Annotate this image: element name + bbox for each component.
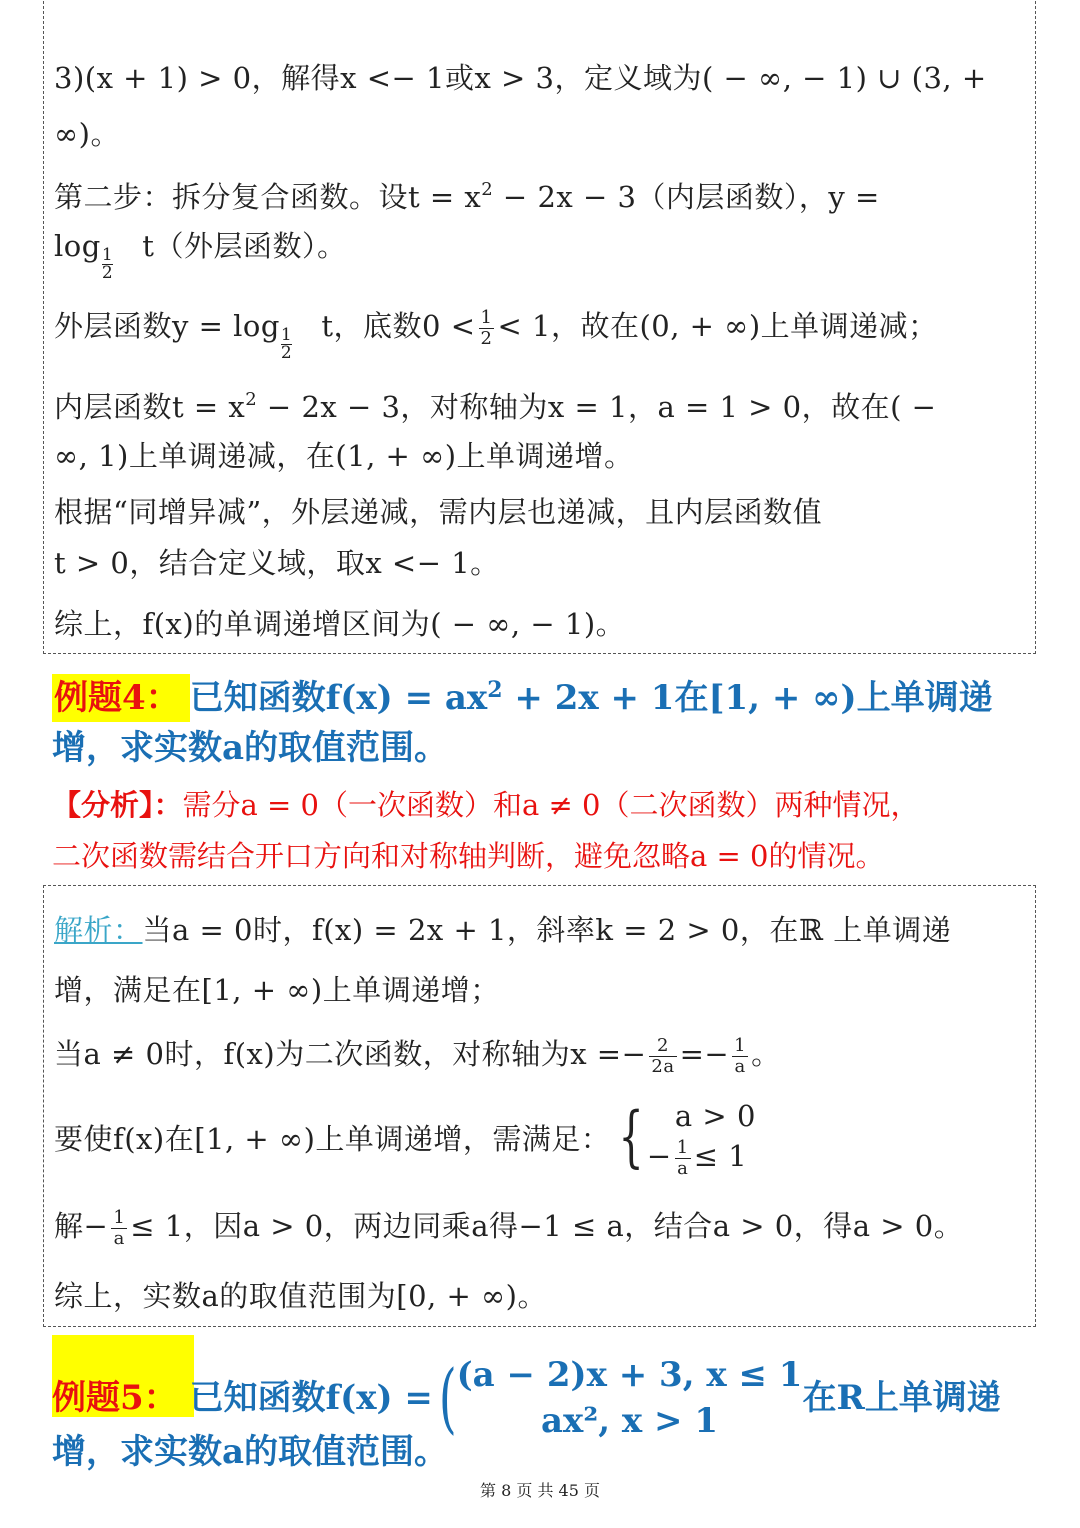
case-system: a > 0 − $\frac{1}{a}$ ≤ 1 [646, 1099, 756, 1179]
example-4-heading: 例题4： 已知函数$f(x) = ax^2 + 2x + 1$在[1, + ∞)上单调递 [52, 666, 993, 722]
fraction: $\frac{1}{a}$ [676, 1136, 689, 1179]
fraction: $\frac{1}{a}$ [113, 1206, 126, 1249]
text-line: 3)(x + 1) > 0，解得x <− 1或x > 3，定义域为( − ∞, − 1) ∪ (3, + [54, 61, 987, 95]
text-line: 根据“同增异减”，外层递减，需内层也递减，且内层函数值 [54, 495, 823, 529]
example-5-heading: 例题5： 已知函数f(x) =( (a − 2)x + 3, x ≤ 1 ax², x > 1 在R上单调递 [52, 1353, 1001, 1442]
example-tag: 例题4： [52, 674, 190, 722]
text-line: 内层函数$t = x^2 - 2x - 3$，对称轴为x = 1，a = 1 > 0，故在( − [54, 389, 937, 424]
brace: ( [438, 1353, 457, 1442]
text-line: 增，满足在[1, + ∞)上单调递增； [54, 973, 500, 1007]
fraction: $\frac{1}{2}$ [280, 325, 293, 363]
example-tag: 例题5： [52, 1378, 178, 1418]
text-line: 解− $\frac{1}{a}$ ≤ 1，因a > 0，两边同乘a得−1 ≤ a，结合a > 0，得a > 0。 [54, 1206, 964, 1249]
analysis-line: 【分析】：需分a = 0（一次函数）和a ≠ 0（二次函数）两种情况， [52, 788, 920, 822]
text-line: 外层函数y = log $\frac{1}{2}$ t，底数0 < $\frac{1}{2}$ < 1，故在(0, + ∞)上单调递减； [54, 306, 938, 363]
text-line: t > 0，结合定义域，取x <− 1。 [54, 546, 500, 580]
case-system: (a − 2)x + 3, x ≤ 1 ax², x > 1 [456, 1355, 803, 1441]
fraction: $\frac{2}{2a}$ [651, 1034, 675, 1077]
text-line: 综上，实数a的取值范围为[0, + ∞)。 [54, 1279, 547, 1313]
text-line: 解析：当a = 0时，f(x) = 2x + 1，斜率k = 2 > 0，在ℝ 上单调递 [54, 913, 952, 947]
page-footer: 第 8 页 共 45 页 [480, 1481, 600, 1500]
example-5-heading-cont: 增，求实数a的取值范围。 [52, 1432, 449, 1472]
fraction: $\frac{1}{2}$ [480, 306, 493, 349]
fraction: $\frac{1}{2}$ [101, 245, 114, 283]
text-line: ∞, 1)上单调递减，在(1, + ∞)上单调递增。 [54, 439, 634, 473]
text-line: 第二步：拆分复合函数。设$t = x^2 - 2x - 3$（内层函数），y = [54, 179, 880, 214]
example-4-heading-cont: 增，求实数a的取值范围。 [52, 728, 449, 768]
fraction: $\frac{1}{a}$ [734, 1034, 747, 1077]
text-line: log $\frac{1}{2} t$（外层函数）。 [54, 229, 347, 283]
brace: { [618, 1098, 645, 1176]
text-line: 综上，f(x)的单调递增区间为( − ∞, − 1)。 [54, 607, 626, 641]
solution-label: 解析： [54, 913, 143, 947]
text-line: 要使f(x)在[1, + ∞)上单调递增，需满足： { a > 0 − $\frac{1}{a}$ ≤ 1 [54, 1096, 756, 1179]
analysis-label: 【分析】： [52, 788, 183, 822]
text-line: ∞)。 [54, 117, 120, 151]
analysis-line: 二次函数需结合开口方向和对称轴判断，避免忽略a = 0的情况。 [52, 839, 885, 873]
text-line: 当a ≠ 0时，f(x)为二次函数，对称轴为x =− $\frac{2}{2a}$ =− $\frac{1}{a}$ 。 [54, 1034, 781, 1077]
